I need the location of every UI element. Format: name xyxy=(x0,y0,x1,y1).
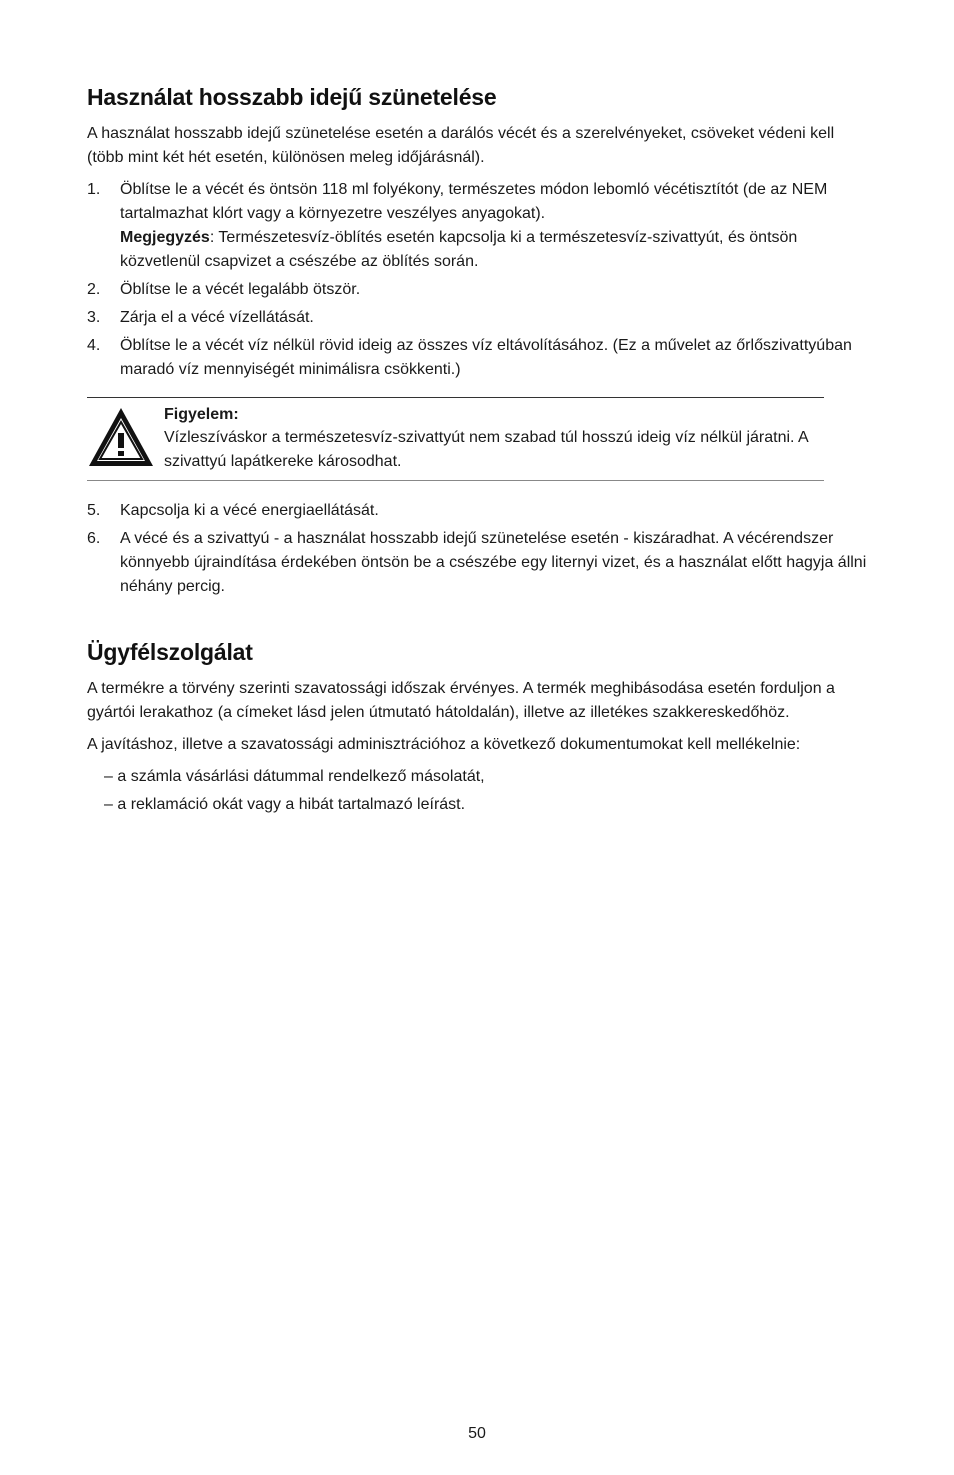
step-number: 1. xyxy=(87,181,101,198)
step-number: 6. xyxy=(87,530,101,547)
step-item xyxy=(87,527,867,599)
step-text: Öblítse le a vécét víz nélkül rövid ideig az összes víz eltávolításához. (Ez a művelet az őrlőszivattyúban maradó víz mennyiségét minimálisra csökkenti.) xyxy=(120,337,852,378)
section-heading-customer-service: Ügyfélszolgálat xyxy=(87,639,253,665)
steps-list-b xyxy=(87,499,867,599)
step-number: 3. xyxy=(87,309,101,326)
page-number: 50 xyxy=(468,1425,486,1442)
documents-list xyxy=(104,765,867,817)
note-text: : Természetesvíz-öblítés esetén kapcsolja ki a természetesvíz-szivattyút, és öntsön közvetlenül csapvizet a csészébe az öblítés során. xyxy=(120,229,798,270)
step-item xyxy=(87,278,867,302)
list-item: – a reklamáció okát vagy a hibát tartalmazó leírást. xyxy=(104,796,466,813)
step-text: Zárja el a vécé vízellátását. xyxy=(120,309,314,326)
warranty-paragraph: A termékre a törvény szerinti szavatossági időszak érvényes. A termék meghibásodása esetén forduljon a gyártói lerakathoz (a címeket lásd jelen útmutató hátoldalán), illetve az illetékes szakkereskedőhöz. xyxy=(87,680,835,721)
step-item xyxy=(87,499,867,523)
step-text: A vécé és a szivattyú - a használat hosszabb idejű szünetelése esetén - kiszáradhat. A vécérendszer könnyebb újraindítása érdekében öntsön be a csészébe egy liternyi vizet, és a használat előtt hagyja állni néhány percig. xyxy=(120,530,867,595)
intro-paragraph: A használat hosszabb idejű szünetelése esetén a darálós vécét és a szerelvényeket, csöveket védeni kell (több mint két hét esetén, különösen meleg időjárásnál). xyxy=(87,125,835,166)
step-item xyxy=(87,334,867,382)
warning-title: Figyelem: xyxy=(164,406,239,423)
step-number: 2. xyxy=(87,281,101,298)
warning-text: Vízleszíváskor a természetesvíz-szivattyút nem szabad túl hosszú ideig víz nélkül járatni. A szivattyú lapátkereke károsodhat. xyxy=(164,429,808,470)
section-heading-storage: Használat hosszabb idejű szünetelése xyxy=(87,84,497,110)
steps-list-a xyxy=(87,178,867,382)
warning-box xyxy=(87,397,824,481)
step-text: Kapcsolja ki a vécé energiaellátását. xyxy=(120,502,379,519)
note-label: Megjegyzés xyxy=(120,229,210,246)
step-number: 4. xyxy=(87,337,101,354)
warning-triangle-icon xyxy=(87,406,155,468)
step-text: Öblítse le a vécét legalább ötször. xyxy=(120,281,361,298)
step-item xyxy=(87,306,867,330)
step-number: 5. xyxy=(87,502,101,519)
step-text: Öblítse le a vécét és öntsön 118 ml folyékony, természetes módon lebomló vécétisztítót (de az NEM tartalmazhat klórt vagy a környezetre veszélyes anyagokat). xyxy=(120,181,828,222)
page-content xyxy=(87,80,867,821)
documents-paragraph: A javításhoz, illetve a szavatossági adminisztrációhoz a következő dokumentumokat kell mellékelnie: xyxy=(87,736,801,753)
list-item: – a számla vásárlási dátummal rendelkező másolatát, xyxy=(104,768,485,785)
step-item xyxy=(87,178,867,274)
